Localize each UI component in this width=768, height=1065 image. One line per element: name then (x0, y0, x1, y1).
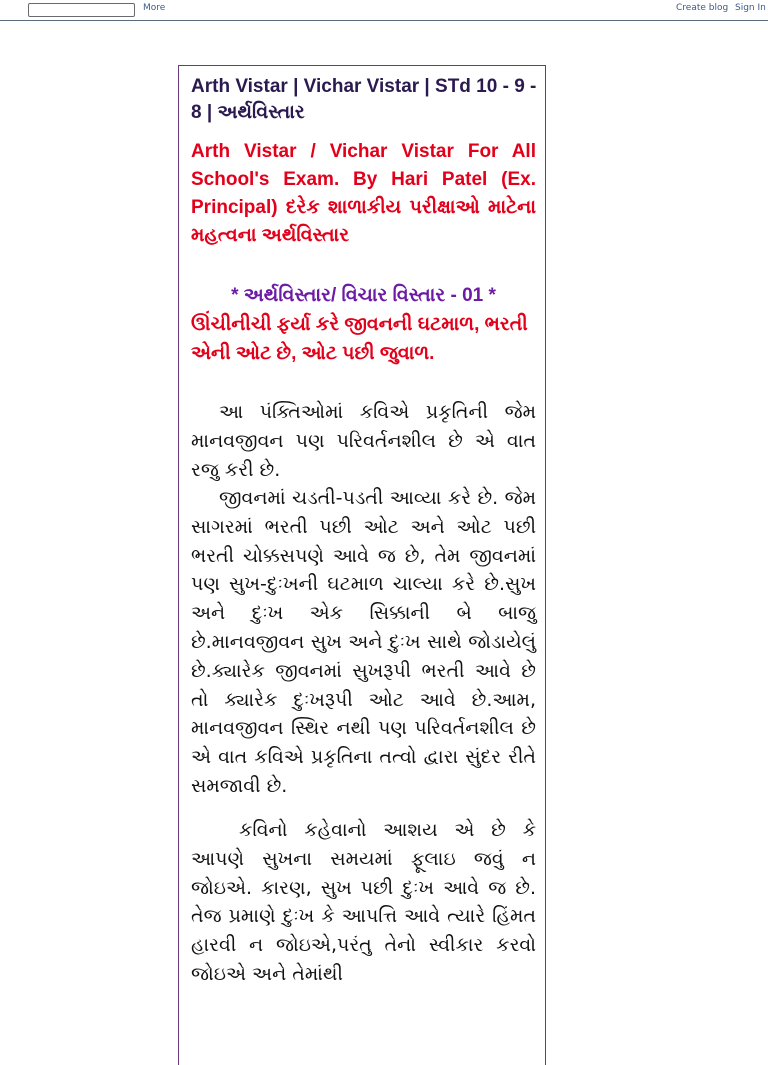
blogger-navbar (0, 0, 768, 21)
search-input[interactable] (28, 3, 135, 17)
create-blog-link[interactable]: Create blog (676, 3, 729, 13)
post-content (178, 65, 546, 1065)
paragraph: કવિનો કહેવાનો આશય એ છે કે આપણે સુખના સમયમાં ફૂલાઇ જવું ન જોઇએ. કારણ, સુખ પછી દુઃખ આવે જ છે. તેજ પ્રમાણે દુઃખ કે આપત્તિ આવે ત્યારે હિંમત હારવી ન જોઇએ,પરંતુ તેનો સ્વીકાર કરવો જોઇએ અને તેમાંથી (191, 819, 536, 985)
post-title: Arth Vistar | Vichar Vistar | STd 10 - 9 - 8 | અર્થવિસ્તાર (191, 76, 537, 123)
section-heading: * અર્થવિસ્તાર/ વિચાર વિસ્તાર - 01 * (231, 285, 496, 306)
paragraph: આ પંક્તિઓમાં કવિએ પ્રકૃતિની જેમ માનવજીવન પણ પરિવર્તનશીલ છે એ વાત રજુ કરી છે. (191, 401, 536, 481)
verse-quote: ઊંચીનીચી ફર્યા કરે જીવનની ઘટમાળ, ભરતી એની ઓટ છે, ઓટ પછી જુવાળ. (191, 314, 528, 364)
more-link[interactable]: More (143, 3, 166, 13)
sign-in-link[interactable]: Sign In (735, 3, 766, 13)
paragraph: જીવનમાં ચડતી-પડતી આવ્યા કરે છે. જેમ સાગરમાં ભરતી પછી ઓટ અને ઓટ પછી ભરતી ચોક્કસપણે આવે જ છે, તેમ જીવનમાં પણ સુખ-દુઃખની ઘટમાળ ચાલ્યા કરે છે.સુખ અને દુઃખ એક સિક્કાની બે બાજુ છે.માનવજીવન સુખ અને દુઃખ સાથે જોડાયેલું છે.ક્યારેક જીવનમાં સુખરૂપી ભરતી આવે છે તો ક્યારેક દુઃખરૂપી ઓટ આવે છે.આમ, માનવજીવન સ્થિર નથી પણ પરિવર્તનશીલ છે એ વાત કવિએ પ્રકૃતિના તત્વો દ્વારા સુંદર રીતે સમજાવી છે. (191, 487, 536, 797)
post-intro: Arth Vistar / Vichar Vistar For All School's Exam. By Hari Patel (Ex. Principal) દરેક શાળાકીય પરીક્ષાઓ માટેના મહત્વના અર્થવિસ્તાર (191, 141, 536, 246)
